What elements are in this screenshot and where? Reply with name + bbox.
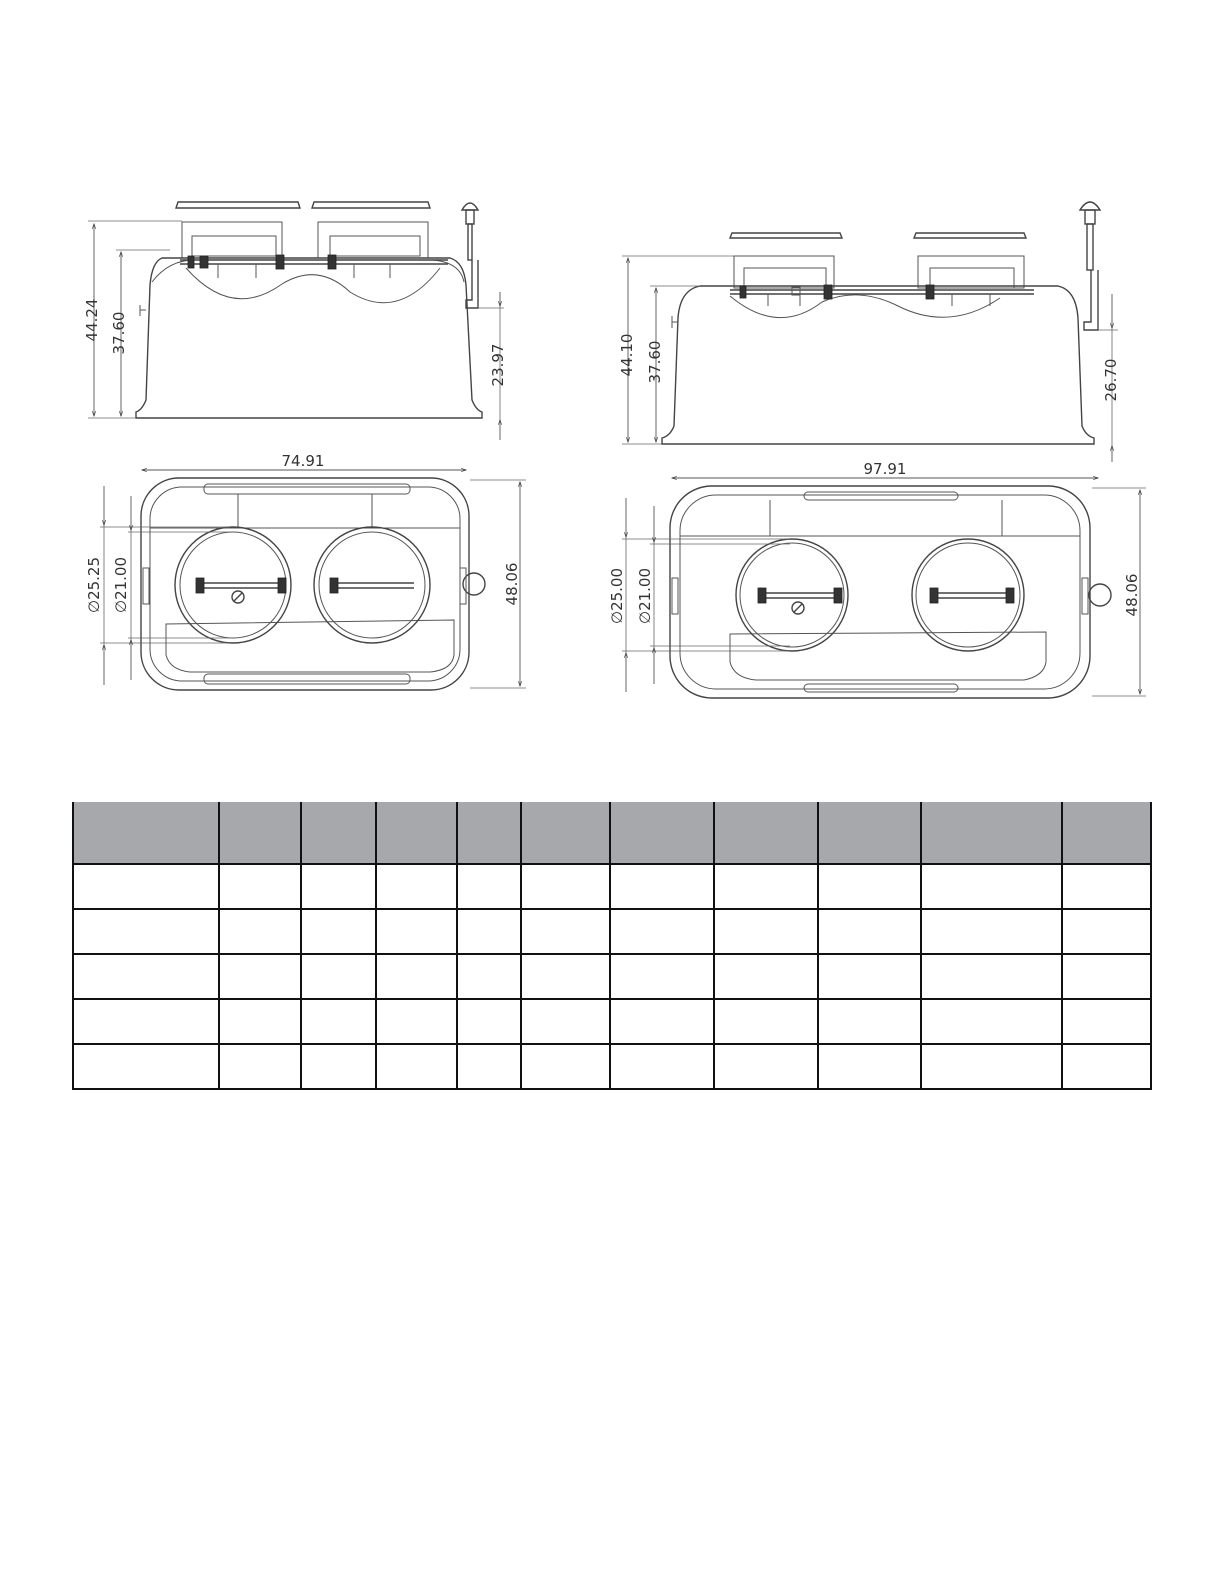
table-header-cell	[818, 803, 922, 865]
table-cell	[73, 1044, 219, 1089]
table-cell	[818, 954, 922, 999]
table-cell	[457, 909, 521, 954]
table-cell	[714, 999, 818, 1044]
left-plan-view	[85, 452, 526, 690]
table-cell	[301, 954, 377, 999]
table-header-cell	[714, 803, 818, 865]
table-cell	[714, 864, 818, 909]
table-cell	[818, 909, 922, 954]
table-cell	[714, 909, 818, 954]
table-header-cell	[1062, 803, 1151, 865]
table-cell	[521, 1044, 610, 1089]
table-header-row	[73, 803, 1151, 865]
right-riser-opening-1	[736, 539, 848, 651]
right-tank-body	[662, 286, 1094, 444]
table-cell	[714, 954, 818, 999]
table-cell	[301, 909, 377, 954]
right-lid-2	[914, 233, 1026, 238]
table-cell	[457, 1044, 521, 1089]
right-elevation-view	[618, 202, 1120, 462]
left-riser-opening-1	[175, 527, 291, 643]
table-cell	[301, 864, 377, 909]
table-row	[73, 1044, 1151, 1089]
left-riser-height-dim: 23.97	[489, 343, 507, 387]
table-cell	[818, 864, 922, 909]
table-row	[73, 954, 1151, 999]
left-length-dim: 74.91	[281, 452, 325, 470]
table-cell	[1062, 864, 1151, 909]
table-cell	[521, 954, 610, 999]
right-alarm-float	[1080, 202, 1100, 330]
right-width-dim: 48.06	[1123, 573, 1141, 617]
table-cell	[921, 999, 1062, 1044]
table-header-cell	[219, 803, 301, 865]
table-cell	[219, 909, 301, 954]
table-cell	[73, 954, 219, 999]
table-cell	[1062, 999, 1151, 1044]
table-row	[73, 999, 1151, 1044]
table-cell	[521, 864, 610, 909]
right-plan-outline	[670, 486, 1090, 698]
table-cell	[714, 1044, 818, 1089]
table-cell	[376, 954, 457, 999]
table-header-cell	[921, 803, 1062, 865]
left-outer-diameter-dim: ∅25.25	[85, 556, 103, 614]
table-cell	[818, 1044, 922, 1089]
left-lid-2	[312, 202, 430, 208]
table-cell	[818, 999, 922, 1044]
table-cell	[1062, 1044, 1151, 1089]
table-cell	[610, 954, 714, 999]
table-cell	[376, 999, 457, 1044]
left-lid-1	[176, 202, 300, 208]
table-cell	[301, 999, 377, 1044]
table-cell	[73, 909, 219, 954]
left-width-dim: 48.06	[503, 562, 521, 606]
table-header-cell	[73, 803, 219, 865]
right-length-dim: 97.91	[863, 460, 907, 478]
table-cell	[921, 864, 1062, 909]
left-riser-opening-2	[314, 527, 430, 643]
table-cell	[521, 909, 610, 954]
table-row	[73, 864, 1151, 909]
table-cell	[73, 999, 219, 1044]
table-cell	[73, 864, 219, 909]
left-alarm-float	[462, 203, 478, 308]
table-cell	[219, 864, 301, 909]
right-alarm-plan	[1089, 584, 1111, 606]
table-cell	[921, 1044, 1062, 1089]
table-cell	[219, 1044, 301, 1089]
table-cell	[610, 909, 714, 954]
table-cell	[610, 864, 714, 909]
table-cell	[376, 909, 457, 954]
table-cell	[521, 999, 610, 1044]
table-cell	[457, 999, 521, 1044]
table-header-cell	[610, 803, 714, 865]
left-elevation-view	[83, 202, 507, 440]
table-cell	[610, 1044, 714, 1089]
left-tank-body	[136, 258, 482, 418]
table-cell	[301, 1044, 377, 1089]
table-cell	[1062, 909, 1151, 954]
table-cell	[921, 909, 1062, 954]
table-cell	[376, 1044, 457, 1089]
table-cell	[376, 864, 457, 909]
right-outer-diameter-dim: ∅25.00	[608, 567, 626, 625]
right-body-height-dim: 37.60	[646, 340, 664, 384]
table-cell	[219, 954, 301, 999]
left-inner-diameter-dim: ∅21.00	[112, 556, 130, 614]
table-header-cell	[457, 803, 521, 865]
table-row	[73, 909, 1151, 954]
table-cell	[457, 864, 521, 909]
table-header-cell	[376, 803, 457, 865]
table-header-cell	[521, 803, 610, 865]
table-cell	[921, 954, 1062, 999]
left-plan-outline	[141, 478, 469, 690]
left-body-height-dim: 37.60	[110, 311, 128, 355]
right-riser-height-dim: 26.70	[1102, 358, 1120, 402]
right-lid-1	[730, 233, 842, 238]
table-cell	[457, 954, 521, 999]
table-cell	[219, 999, 301, 1044]
right-riser-opening-2	[912, 539, 1024, 651]
right-inner-diameter-dim: ∅21.00	[636, 567, 654, 625]
right-overall-height-dim: 44.10	[618, 333, 636, 377]
left-overall-height-dim: 44.24	[83, 298, 101, 342]
specifications-table	[72, 802, 1152, 1090]
table-cell	[610, 999, 714, 1044]
table-header-cell	[301, 803, 377, 865]
table-cell	[1062, 954, 1151, 999]
right-plan-view	[608, 460, 1146, 698]
